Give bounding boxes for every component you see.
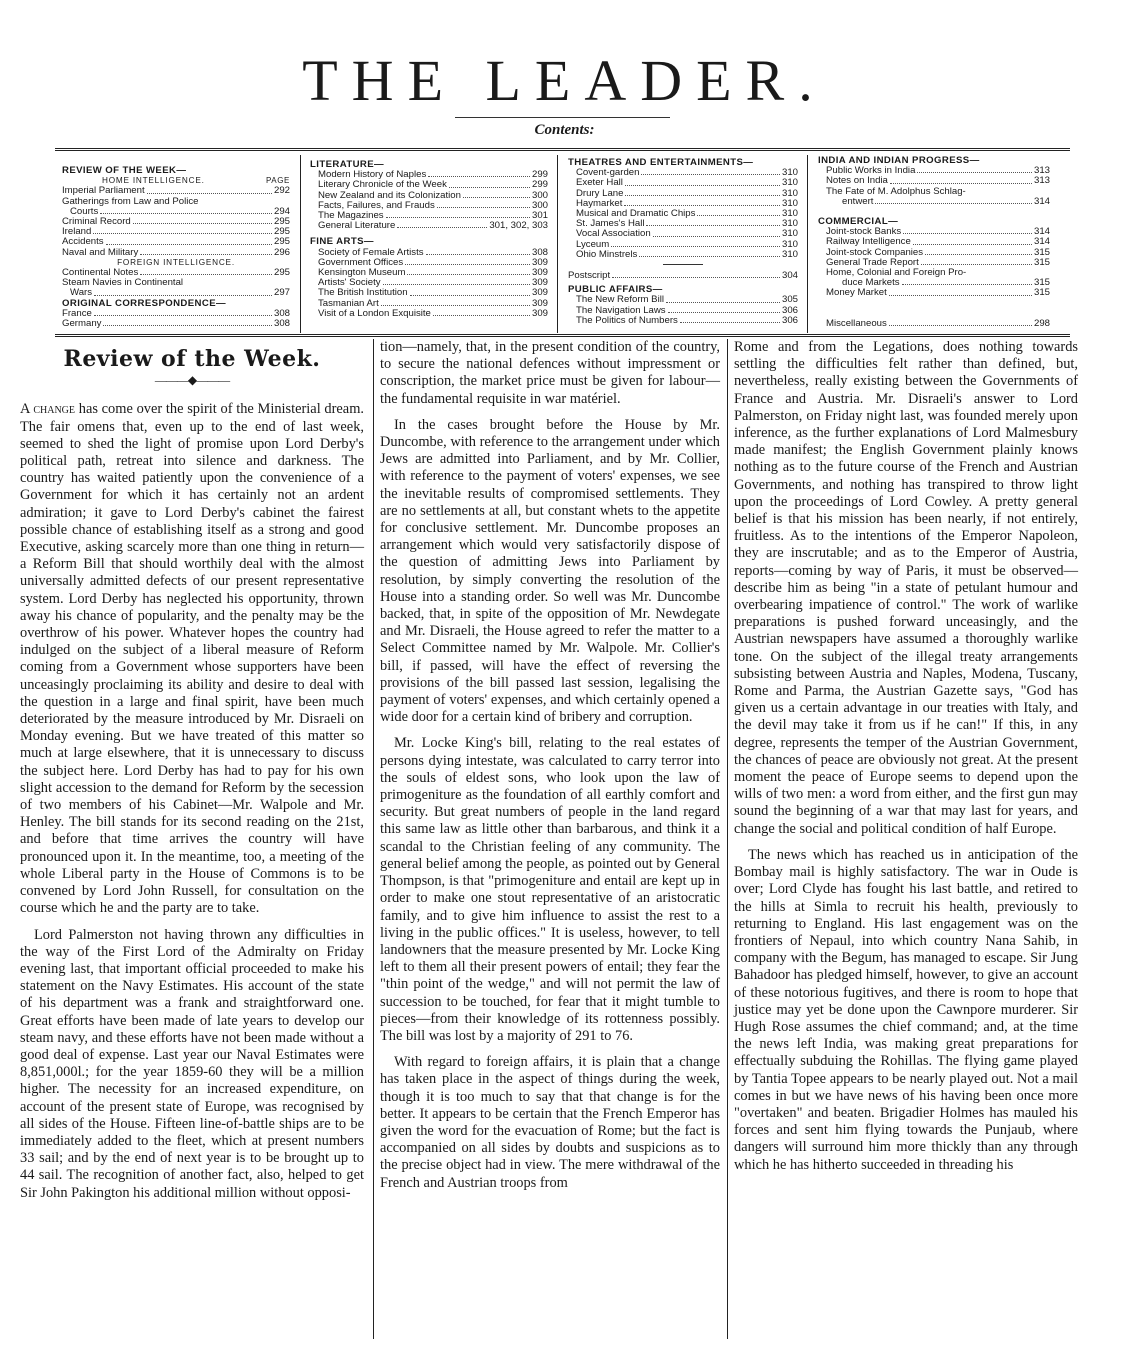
- toc-column-3: [568, 158, 798, 326]
- article-title: Review of the Week.: [63, 346, 321, 372]
- toc-entry[interactable]: Miscellaneous 298: [826, 317, 1050, 329]
- toc-entry[interactable]: Literary Chronicle of the Week 299: [318, 179, 548, 191]
- toc-entry[interactable]: Covent-garden 310: [576, 167, 798, 179]
- article-paragraph: Lord Palmerston not having thrown any difficulties in the way of the First Lord of the Admiralty on Friday evening last, that important official proceeded to make his statement on the Navy Estimates. His account of the state of his department was a frank and straightforward one. Great efforts have been made of late years to develop our steam navy, and these efforts have not been made without a good deal of expense. Last year our Naval Estimates were 8,851,000l.; for the year 1859-60 they will be a million higher. The necessity for an increased expenditure, on account of the present state of Europe, was recognised by all sides of the House. Fifteen line-of-battle ships are to be immediately added to the fleet, which at present numbers 33 sail; and by the end of next year is to be brought up to 44 sail. The recognition of another fact, also, helped to get Sir John Pakington his additional million without opposi-: [20, 926, 364, 1201]
- article-paragraph: Mr. Locke King's bill, relating to the real estates of persons dying intestate, was calculated to carry terror into the souls of eldest sons, who look upon the law of primogeniture as the foundation of all earthly comfort and security. But great numbers of people in the land regard this same law as little other than barbarous, and think it a scandal to the Christian feeling of any community. The general belief among the people, as pointed out by General Thompson, is that "primogeniture and entail are kept up in order to make one stout representative of an aristocratic family, and to give him influence to assist the rest to a living in the public offices." It is useless, however, to tell landowners that the measure presented by Mr. Locke King left to them all their present powers of entail; they fear the "thin point of the wedge," and will not permit the law of succession to be touched, for fear that it might tumble to pieces—from their knowledge of its rottenness possibly. The bill was lost by a majority of 291 to 76.: [380, 735, 720, 1044]
- toc-entry[interactable]: The Politics of Numbers 306: [576, 314, 798, 326]
- toc-entry[interactable]: General Literature 301, 302, 303: [318, 220, 548, 232]
- toc-subheading: HOME INTELLIGENCE.: [102, 176, 205, 186]
- toc-short-rule: [663, 264, 703, 265]
- article-paragraph: The news which has reached us in anticipation of the Bombay mail is highly satisfactory. The war in Oude is over; Lord Clyde has fought his last battle, and retired to the hills at Simla to recruit his health, previously to returning to England. His last engagement was on the frontiers of Nepaul, into which country Nana Sahib, in company with the Begum, has managed to escape. Sir Jung Bahadoor has pledged himself, however, to give an account of these notorious fugitives, and there is room to hope that justice may yet be done upon the Cawnpore murderer. Sir Hugh Rose assumes the chief command; and, at the time the news left India, was making great preparations for effectually subduing the Rohillas. The flying game played by Tantia Topee appears to be nearly played out. Not a mail comes in but we have news of his having been once more "overtaken" and beaten. Brigadier Holmes has mauled his forces and sent him flying towards the Punjaub, where dangers will surround him more thickly than any through which he has hitherto succeeded in threading his: [734, 846, 1078, 1173]
- toc-entry[interactable]: Accidents 295: [62, 236, 290, 248]
- toc-entry[interactable]: Ohio Minstrels 310: [576, 248, 798, 260]
- column-rule-2: [727, 339, 728, 1339]
- toc-divider-2: [557, 155, 558, 333]
- article-column-2: [380, 339, 720, 1201]
- lead-word: A change: [20, 401, 75, 418]
- toc-entry[interactable]: Artists' Society 309: [318, 277, 548, 289]
- toc-entry[interactable]: Musical and Dramatic Chips 310: [576, 208, 798, 220]
- toc-section-heading: PUBLIC AFFAIRS—: [568, 284, 663, 296]
- toc-divider-3: [807, 155, 808, 333]
- article-paragraph: In the cases brought before the House by Mr. Duncombe, with reference to the arrangement under which Jews are admitted into Parliament, and by Mr. Collier, with reference to the payment of voters' expenses, we see the inevitable results of compromised settlements. They are no settlements at all, but constant whets to the appetite for conclusive settlement. Mr. Duncombe proposes an arrangement which would very satisfactorily dispose of the question of admitting Jews into Parliament by resolution, by simply converting the resolution of the House into a standing order. So well was Mr. Duncombe backed, that, in spite of the opposition of Mr. Newdegate and Mr. Disraeli, the House agreed to refer the matter to a Select Committee named by Mr. Walpole. Mr. Collier's bill, if passed, will have the effect of reversing the provisions of the bill passed last session, legalising the payment of voters' expenses, and which certainly opened a wide door for a certain kind of bribery and corruption.: [380, 416, 720, 726]
- toc-entry[interactable]: St. James's Hall 310: [576, 218, 798, 230]
- toc-entry[interactable]: Criminal Record 295: [62, 216, 290, 228]
- toc-entry[interactable]: Exeter Hall 310: [576, 177, 798, 189]
- toc-entry[interactable]: Visit of a London Exquisite 309: [318, 307, 548, 319]
- toc-entry[interactable]: General Trade Report 315: [826, 256, 1050, 268]
- toc-entry[interactable]: Courts 294: [70, 205, 290, 217]
- toc-entry[interactable]: Imperial Parliament 292: [62, 185, 290, 197]
- article-column-3: [734, 339, 1078, 1183]
- toc-entry[interactable]: Tasmanian Art 309: [318, 297, 548, 309]
- toc-entry[interactable]: Postscript 304: [568, 270, 798, 282]
- toc-entry[interactable]: Joint-stock Companies 315: [826, 246, 1050, 258]
- masthead-title: THE LEADER.: [302, 48, 827, 113]
- toc-column-2: [310, 160, 548, 319]
- title-ornament: ———◆———: [154, 373, 230, 388]
- toc-bottom-rule-2: [55, 336, 1070, 337]
- toc-entry[interactable]: Lyceum 310: [576, 238, 798, 250]
- toc-entry[interactable]: Haymarket 310: [576, 197, 798, 209]
- article-paragraph: With regard to foreign affairs, it is plain that a change has taken place in the aspect of things during the week, though it is too much to say that that change is for the better. It appears to be certain that the French Emperor has given the word for the evacuation of Rome; but the fact is accompanied on all sides by doubts and suspicions as to the precise object had in view. The mere withdrawal of the French and Austrian troops from: [380, 1054, 720, 1191]
- toc-entry[interactable]: Steam Navies in Continental: [62, 277, 184, 289]
- toc-entry[interactable]: duce Markets 315: [842, 277, 1050, 289]
- toc-entry[interactable]: The New Reform Bill 305: [576, 294, 798, 306]
- toc-entry[interactable]: Public Works in India 313: [826, 165, 1050, 177]
- toc-entry[interactable]: New Zealand and its Colonization 300: [318, 189, 548, 201]
- toc-entry[interactable]: Home, Colonial and Foreign Pro-: [826, 267, 967, 279]
- toc-entry[interactable]: Drury Lane 310: [576, 187, 798, 199]
- toc-section-heading: INDIA AND INDIAN PROGRESS—: [818, 155, 980, 166]
- toc-entry[interactable]: Vocal Association 310: [576, 228, 798, 240]
- toc-entry[interactable]: Gatherings from Law and Police: [62, 195, 199, 207]
- toc-entry[interactable]: Railway Intelligence 314: [826, 236, 1050, 248]
- toc-entry[interactable]: entwert 314: [842, 195, 1050, 207]
- toc-entry[interactable]: Society of Female Artists 308: [318, 246, 548, 258]
- article-paragraph: Rome and from the Legations, does nothing towards settling the difficulties felt rather than defined, but, nevertheless, really existing between the Governments of France and Austria. Mr. Disraeli's answer to Lord Palmerston, on Friday night last, was founded merely upon inference, as the further explanations of Lord Malmesbury made manifest; the English Government plainly knows nothing as to the future course of the French and Austrian Governments, and nothing has transpired to throw light upon the proceedings of Lord Cowley. A pretty general belief is that his mission has been nearly, if not entirely, fruitless. As to the intentions of the Emperor Napoleon, they are inscrutable; and as to the Emperor of Austria, reports—coming by way of Paris, it must be observed—describe him as being "in a state of petulant humour and overbearing impatience of control." The work of warlike preparations is pushed forward unceasingly, and the Austrian newspapers have assumed a thoroughly warlike tone. On the subject of the illegal treaty arrangements subsisting between Austria and Naples, Modena, Tuscany, Rome and Parma, the Austrian Gazette says, "God has given us a certain advantage in our treaties with Italy, and the devil may take it from us if he can!" If this, in any degree, represents the temper of the Austrian Government, the chances of peace are obviously not great. At the present moment the peace of Europe seems to depend upon the wills of two men: a word from either, and the first gun may sound the beginning of a war that may last for years, and change the social and political condition of half Europe.: [734, 339, 1078, 837]
- toc-entry[interactable]: Facts, Failures, and Frauds 300: [318, 199, 548, 211]
- toc-divider-1: [300, 155, 301, 333]
- toc-entry[interactable]: The British Institution 309: [318, 287, 548, 299]
- article-paragraph: A change has come over the spirit of the Ministerial dream. The fair omens that, even up to the end of last week, seemed to shed the light of promise upon Lord Derby's political path, retreat into silence and darkness. The country has waited patiently upon the convenience of a Government for which it has certainly not an ardent admiration; it gave to Lord Derby's cabinet the fairest possible chance of establishing itself as a strong and good Executive, asking scarcely more than one thing in return—a Reform Bill that should worthily deal with the almost universally admitted defects of our present representative system. Lord Derby has neglected his opportunity, thrown away his chance of popularity, and the penalty may be the overthrow of his power. Whatever hopes the country had indulged on the subject of a liberal measure of Reform coming from a Government whose supporters have been unceasingly proclaiming its ability and desire to deal with the question in a large and final spirit, have been much deteriorated by the measure introduced by Mr. Disraeli on Monday evening. But we have treated of this matter so much at large elsewhere, that it is unnecessary to discuss the subject here. Lord Derby has had to pay for his own slight accession to the demand for Reform by the secession of two members of his Cabinet—Mr. Walpole and Mr. Henley. The bill stands for its second reading on the 21st, and before that time arrives the country will have pronounced upon it. In the meantime, too, a meeting of the whole Liberal party in the House of Commons is to be convened by Lord John Russell, for consultation on the course which he and the party are to take.: [20, 401, 364, 917]
- toc-section-heading: FINE ARTS—: [310, 236, 374, 248]
- toc-entry[interactable]: Joint-stock Banks 314: [826, 226, 1050, 238]
- toc-page-label: PAGE: [265, 176, 290, 186]
- toc-section-heading: COMMERCIAL—: [818, 216, 899, 228]
- toc-entry[interactable]: The Magazines 301: [318, 210, 548, 222]
- toc-section-heading: THEATRES AND ENTERTAINMENTS—: [568, 157, 754, 168]
- toc-entry[interactable]: Continental Notes 295: [62, 267, 290, 279]
- toc-top-rule: [55, 148, 1070, 149]
- toc-entry[interactable]: Money Market 315: [826, 287, 1050, 299]
- toc-entry[interactable]: Kensington Museum 309: [318, 267, 548, 279]
- toc-entry[interactable]: The Fate of M. Adolphus Schlag-: [826, 185, 966, 197]
- toc-entry[interactable]: Government Offices 309: [318, 256, 548, 268]
- toc-column-1: [62, 166, 290, 329]
- toc-subheading: FOREIGN INTELLIGENCE.: [117, 257, 235, 267]
- toc-bottom-rule: [55, 334, 1070, 335]
- contents-heading: Contents:: [534, 122, 595, 138]
- toc-entry[interactable]: Modern History of Naples 299: [318, 169, 548, 181]
- toc-entry[interactable]: Notes on India 313: [826, 175, 1050, 187]
- toc-entry[interactable]: Naval and Military 296: [62, 246, 290, 258]
- toc-column-4: [818, 156, 1050, 329]
- toc-section-heading: LITERATURE—: [310, 159, 385, 170]
- article-column-1: [20, 339, 364, 1211]
- toc-entry[interactable]: Wars 297: [70, 287, 290, 299]
- masthead-rule: [455, 117, 670, 118]
- toc-entry[interactable]: Germany 308: [62, 318, 290, 330]
- toc-section-heading: REVIEW OF THE WEEK—: [62, 165, 187, 176]
- toc-entry[interactable]: France 308: [62, 307, 290, 319]
- toc-top-rule-2: [55, 150, 1070, 151]
- toc-entry[interactable]: Ireland 295: [62, 226, 290, 238]
- toc-section-heading: ORIGINAL CORRESPONDENCE—: [62, 297, 227, 309]
- toc-entry[interactable]: The Navigation Laws 306: [576, 304, 798, 316]
- column-rule-1: [373, 339, 374, 1339]
- article-paragraph: tion—namely, that, in the present condition of the country, to secure the national defences without impressment or conscription, the market price must be given for labour—the fundamental requisite in war matériel.: [380, 339, 720, 407]
